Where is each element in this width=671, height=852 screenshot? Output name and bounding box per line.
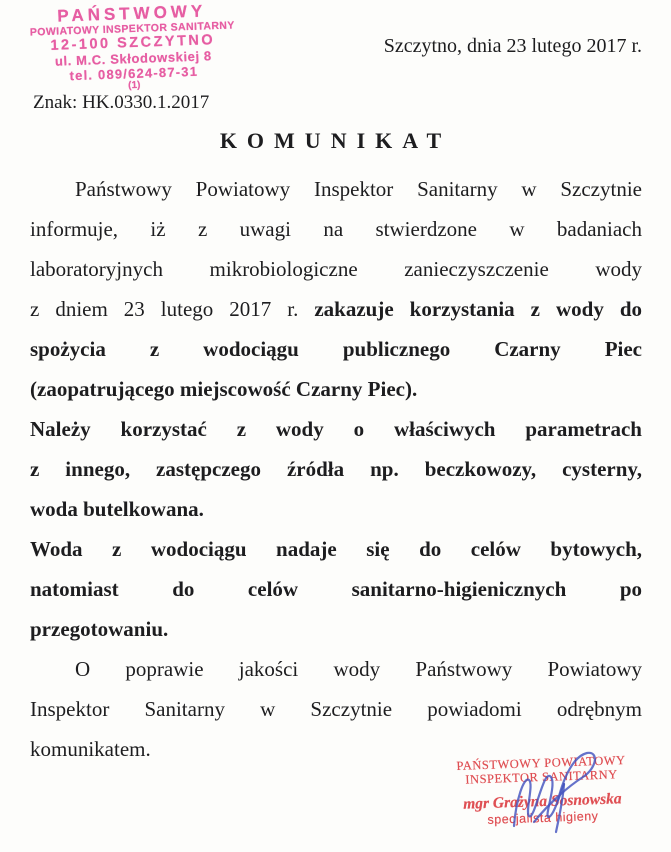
signer-role: specjalista higieny bbox=[487, 808, 599, 827]
body-text-segment-bold: woda butelkowana. bbox=[30, 497, 204, 521]
stamp-line: (1) bbox=[127, 80, 141, 92]
body-line bbox=[30, 249, 642, 289]
stamp-line: INSPEKTOR SANITARNY bbox=[465, 767, 618, 788]
document-body bbox=[30, 169, 642, 769]
body-text-segment-bold: spożycia z wodociągu publicznego Czarny Piec bbox=[30, 337, 642, 361]
body-text-segment-bold: (zaopatrującego miejscowość Czarny Piec). bbox=[30, 377, 418, 401]
signer-name: mgr Grażyna Sosnowska bbox=[462, 789, 622, 813]
stamp-line: 12-100 SZCZYTNO bbox=[50, 31, 216, 54]
body-line bbox=[30, 529, 642, 569]
body-line bbox=[30, 409, 642, 449]
body-text-segment: komunikatem. bbox=[30, 737, 151, 761]
document-date: Szczytno, dnia 23 lutego 2017 r. bbox=[383, 35, 642, 57]
stamp-line: PAŃSTWOWY POWIATOWY bbox=[456, 753, 626, 773]
signature-stamp bbox=[437, 752, 647, 828]
body-text-segment-bold: z innego, zastępczego źródła np. beczkowozy, cysterny, bbox=[30, 457, 642, 481]
stamp-line: POWIATOWY INSPEKTOR SANITARNY bbox=[29, 19, 235, 39]
body-text-segment-bold: przegotowaniu. bbox=[30, 617, 169, 641]
body-text-segment-bold: Należy korzystać z wody o właściwych parametrach bbox=[30, 417, 642, 441]
body-line bbox=[30, 369, 642, 409]
body-text-segment: O poprawie jakości wody Państwowy Powiatowy bbox=[75, 657, 642, 681]
body-text-segment: Państwowy Powiatowy Inspektor Sanitarny w Szczytnie bbox=[75, 177, 642, 201]
stamp-line: PAŃSTWOWY bbox=[56, 1, 207, 26]
body-line bbox=[30, 329, 642, 369]
document-title: KOMUNIKAT bbox=[219, 128, 452, 153]
body-text-segment: laboratoryjnych mikrobiologiczne zanieczyszczenie wody bbox=[30, 257, 642, 281]
body-text-segment-bold: Woda z wodociągu nadaje się do celów bytowych, bbox=[30, 537, 642, 561]
body-line bbox=[30, 209, 642, 249]
stamp-line: tel. 089/624-87-31 bbox=[69, 63, 199, 83]
body-text-segment-bold: natomiast do celów sanitarno-higienicznych po bbox=[30, 577, 642, 601]
body-line bbox=[30, 169, 642, 209]
body-line bbox=[30, 569, 642, 609]
body-text-segment: informuje, iż z uwagi na stwierdzone w badaniach bbox=[30, 217, 642, 241]
body-line bbox=[30, 449, 642, 489]
body-line bbox=[30, 649, 642, 689]
body-line bbox=[30, 289, 642, 329]
body-line bbox=[30, 689, 642, 729]
body-text-segment: z dniem 23 lutego 2017 r. bbox=[30, 297, 315, 321]
reference-number: Znak: HK.0330.1.2017 bbox=[33, 92, 210, 113]
stamp-line: ul. M.C. Skłodowskiej 8 bbox=[54, 48, 212, 69]
body-line bbox=[30, 489, 642, 529]
body-text-segment-bold: zakazuje korzystania z wody do bbox=[314, 297, 642, 321]
body-line bbox=[30, 609, 642, 649]
office-stamp bbox=[25, 1, 242, 95]
body-text-segment: Inspektor Sanitarny w Szczytnie powiadomi odrębnym bbox=[30, 697, 642, 721]
